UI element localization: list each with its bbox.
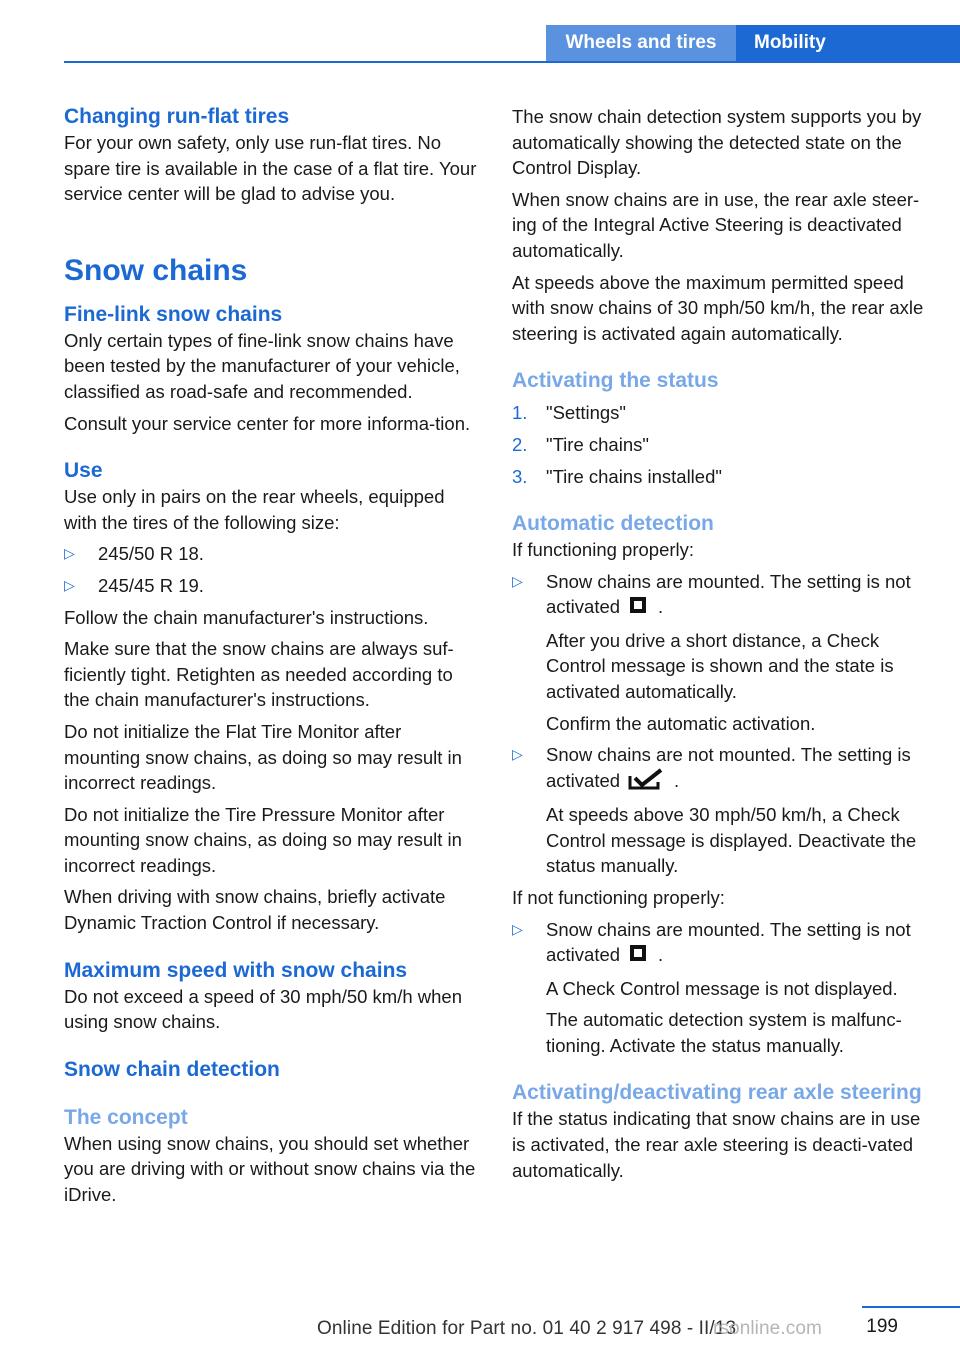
use-text-2: Make sure that the snow chains are always suf-ficiently tight. Retighten as needed according to the chain manufacturer's instructions.: [64, 638, 454, 711]
list-item: 2. "Tire chains": [512, 433, 649, 455]
runflat-text: For your own safety, only use run-flat tires. No spare tire is available in the case of a flat tire. Your service center will be glad to advise you.: [64, 132, 477, 205]
detection-heading: Snow chain detection: [64, 1057, 280, 1081]
snow-chains-title: Snow chains: [64, 253, 248, 287]
list-item: ▷ Snow chains are not mounted. The setting is activated . At speeds above 30 mph/50 km/h, a Check Control message is displayed. Deactivate the status manually.: [512, 744, 917, 877]
maxspeed-text: Do not exceed a speed of 30 mph/50 km/h when using snow chains.: [64, 985, 463, 1033]
use-text-4: Do not initialize the Tire Pressure Monitor after mounting snow chains, as doing so may result in incorrect readings.: [64, 803, 462, 876]
finelink-heading: Fine-link snow chains: [64, 302, 283, 326]
functioning-list: [512, 569, 930, 879]
auto-detection-heading: Automatic detection: [512, 512, 714, 536]
list-item: 1. "Settings": [512, 402, 626, 424]
bullet-triangle-icon: ▷: [64, 545, 75, 562]
left-column: [64, 104, 482, 1214]
checkbox-unchecked-icon: [628, 595, 648, 622]
rear-axle-heading: Activating/deactivating rear axle steering: [512, 1081, 922, 1105]
page-number: 199: [866, 1316, 898, 1337]
tire-size-list: [64, 541, 482, 598]
header-rule: [64, 61, 960, 63]
edition-text: Online Edition for Part no. 01 40 2 917 498 - II/13: [317, 1318, 737, 1339]
rear-axle-text: If the status indicating that snow chains are in use is activated, the rear axle steering is deacti-vated automatically.: [512, 1108, 921, 1181]
use-text-3: Do not initialize the Flat Tire Monitor after mounting snow chains, as doing so may result in incorrect readings.: [64, 720, 462, 794]
use-heading: Use: [64, 459, 103, 483]
list-item: ▷ Snow chains are mounted. The setting is not activated . After you drive a short distance, a Check Control message is shown and the state is activated automatically. Confirm the automatic activation.: [512, 570, 911, 734]
finelink-text-1: Only certain types of fine-link snow chains have been tested by the manufacturer of your vehicle, classified as road-safe and recommended.: [64, 329, 460, 402]
bullet-triangle-icon: ▷: [512, 920, 523, 937]
detection-intro-2: When snow chains are in use, the rear axle steer-ing of the Integral Active Steering is deactivated automatically.: [512, 188, 920, 261]
activating-heading: Activating the status: [512, 369, 719, 393]
activating-steps: [512, 400, 930, 489]
use-text-1: Follow the chain manufacturer's instructions.: [64, 606, 429, 628]
watermark-text: rsonline.com: [713, 1318, 822, 1339]
maxspeed-heading: Maximum speed with snow chains: [64, 958, 408, 982]
chapter-tab: Mobility: [736, 25, 960, 61]
detection-intro-3: At speeds above the maximum permitted speed with snow chains of 30 mph/50 km/h, the rear axle steering is activated again automatically.: [512, 271, 924, 344]
finelink-text-2: Consult your service center for more informa-tion.: [64, 412, 471, 434]
detection-intro-1: The snow chain detection system supports you by automatically showing the detected state on the Control Display.: [512, 106, 922, 179]
list-item: ▷ 245/45 R 19.: [64, 573, 482, 599]
bullet-triangle-icon: ▷: [64, 576, 75, 593]
not-functioning-list: [512, 917, 930, 1059]
concept-text: When using snow chains, you should set whether you are driving with or without snow chains via the iDrive.: [64, 1132, 476, 1206]
right-column: [512, 104, 930, 1189]
checkbox-checked-icon: [628, 768, 664, 797]
section-tab: Wheels and tires: [546, 25, 736, 61]
page-header: [64, 25, 960, 62]
list-item: ▷ Snow chains are mounted. The setting is not activated . A Check Control message is not displayed. The automatic detection system is malfunc-tioning. Activate the status manually.: [512, 918, 911, 1056]
checkbox-unchecked-icon: [628, 943, 648, 970]
bullet-triangle-icon: ▷: [512, 572, 523, 589]
list-item: ▷ 245/50 R 18.: [64, 541, 482, 567]
use-intro: Use only in pairs on the rear wheels, equipped with the tires of the following size:: [64, 486, 445, 533]
runflat-heading: Changing run-flat tires: [64, 105, 290, 128]
bullet-triangle-icon: ▷: [512, 746, 523, 763]
functioning-label: If functioning properly:: [512, 539, 695, 561]
not-functioning-label: If not functioning properly:: [512, 887, 725, 909]
list-item: 3. "Tire chains installed": [512, 465, 722, 487]
concept-heading: The concept: [64, 1105, 188, 1129]
page-number-rule: [862, 1306, 960, 1308]
use-text-5: When driving with snow chains, briefly activate Dynamic Traction Control if necessary.: [64, 886, 446, 934]
